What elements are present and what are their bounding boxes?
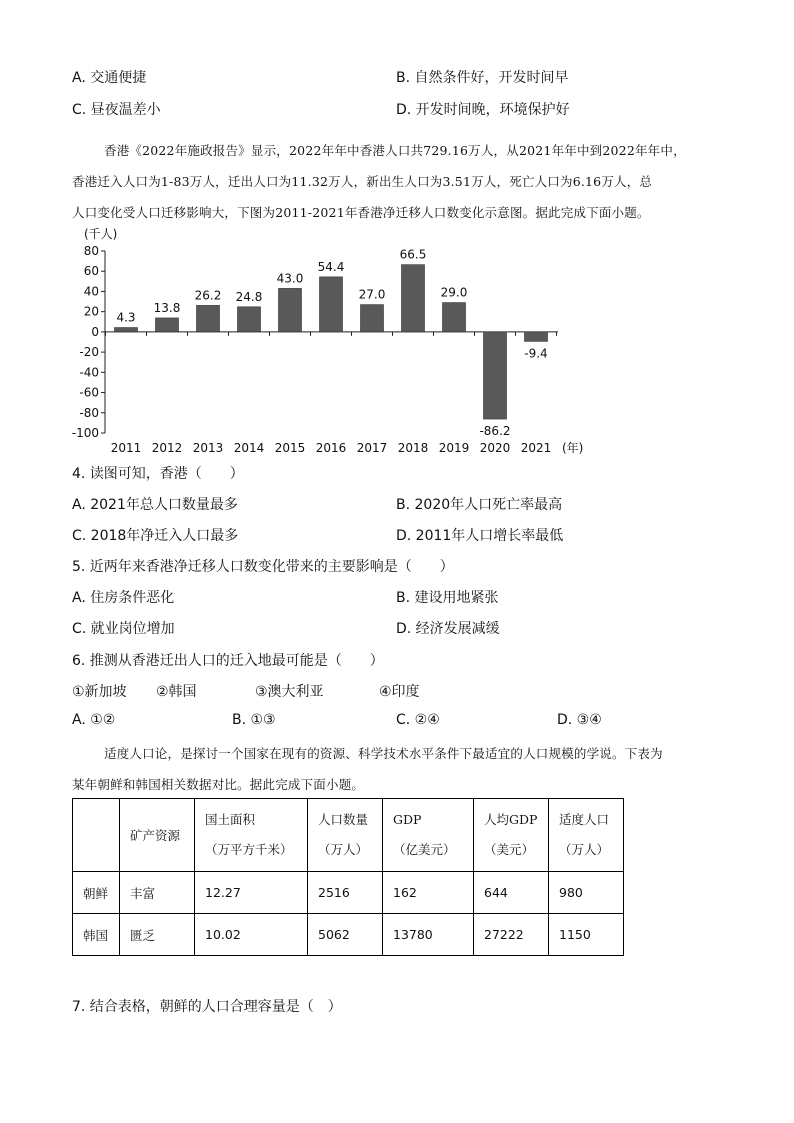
passage2-line-2: 某年朝鲜和韩国相关数据对比。据此完成下面小题。 bbox=[72, 777, 365, 792]
chart-x-tick-label: 2017 bbox=[356, 441, 388, 455]
chart-bar bbox=[238, 307, 261, 332]
chart-bar bbox=[320, 277, 343, 332]
q6-place-2: ②韩国 bbox=[156, 684, 197, 700]
table-cell-country: 朝鲜 bbox=[73, 872, 120, 914]
chart-x-tick-label: 2020 bbox=[479, 441, 511, 455]
chart-bar bbox=[279, 288, 302, 331]
table-row bbox=[73, 872, 624, 914]
q5-stem: 5. 近两年来香港净迁移人口数变化带来的主要影响是（ ） bbox=[72, 559, 454, 575]
table-cell-mineral: 匮乏 bbox=[120, 914, 195, 956]
chart-bar bbox=[115, 328, 138, 332]
header-gdp-per-capita-label: 人均GDP bbox=[484, 812, 538, 827]
q6-option-d: D. ③④ bbox=[557, 712, 602, 728]
table-header-mineral bbox=[120, 799, 195, 872]
chart-data-label: 43.0 bbox=[276, 271, 304, 286]
header-area-label: 国土面积 bbox=[205, 812, 256, 827]
q4-option-a: A. 2021年总人口数量最多 bbox=[72, 497, 238, 513]
q3-option-c: C. 昼夜温差小 bbox=[72, 102, 161, 118]
header-optimum-label: 适度人口 bbox=[559, 812, 610, 827]
table-cell-population: 2516 bbox=[308, 872, 383, 914]
table-header-gdp-per-capita bbox=[474, 799, 549, 872]
chart-x-axis-unit: (年) bbox=[562, 441, 584, 455]
q3-option-a: A. 交通便捷 bbox=[72, 70, 147, 86]
chart-y-tick-label: 80 bbox=[83, 244, 99, 258]
chart-x-tick-label: 2011 bbox=[110, 441, 142, 455]
chart-bar bbox=[484, 332, 507, 419]
q6-stem: 6. 推测从香港迁出人口的迁入地最可能是（ ） bbox=[72, 653, 384, 669]
header-population-unit: （万人） bbox=[318, 842, 369, 857]
passage1-line-3: 人口变化受人口迁移影响大，下图为2011-2021年香港净迁移人口数变化示意图。据此完成下面小题。 bbox=[72, 205, 650, 220]
korea-comparison-table bbox=[72, 798, 624, 956]
header-population-label: 人口数量 bbox=[318, 812, 369, 827]
table-cell-gdp-per-capita: 644 bbox=[474, 872, 549, 914]
table-row bbox=[73, 914, 624, 956]
table-cell-gdp: 162 bbox=[383, 872, 474, 914]
q7-stem: 7. 结合表格，朝鲜的人口合理容量是（ ） bbox=[72, 999, 342, 1015]
header-mineral-label: 矿产资源 bbox=[130, 828, 181, 843]
header-optimum-unit: （万人） bbox=[559, 842, 610, 857]
chart-bar bbox=[443, 303, 466, 332]
table-header-gdp bbox=[383, 799, 474, 872]
chart-y-tick-label: -40 bbox=[79, 365, 99, 380]
q6-option-b: B. ①③ bbox=[232, 712, 276, 728]
q5-option-c: C. 就业岗位增加 bbox=[72, 621, 175, 637]
q5-option-d: D. 经济发展减缓 bbox=[396, 621, 500, 637]
header-gdp-unit: （亿美元） bbox=[393, 842, 456, 857]
chart-y-tick-label: -20 bbox=[79, 345, 99, 360]
header-gdp-per-capita-unit: （美元） bbox=[484, 842, 535, 857]
chart-data-label: 29.0 bbox=[440, 285, 468, 300]
table-header-area bbox=[195, 799, 308, 872]
table-cell-population: 5062 bbox=[308, 914, 383, 956]
table-header-cell-blank bbox=[73, 799, 120, 872]
chart-y-tick-label: -100 bbox=[71, 426, 99, 440]
chart-data-label: -86.2 bbox=[479, 424, 511, 439]
chart-data-label: 54.4 bbox=[317, 259, 345, 274]
table-cell-optimum-population: 1150 bbox=[549, 914, 624, 956]
q6-place-4: ④印度 bbox=[379, 684, 420, 700]
chart-data-label: -9.4 bbox=[524, 346, 548, 361]
q4-stem: 4. 读图可知，香港（ ） bbox=[72, 466, 244, 482]
table-cell-area: 12.27 bbox=[195, 872, 308, 914]
table-header-population bbox=[308, 799, 383, 872]
q5-option-a: A. 住房条件恶化 bbox=[72, 590, 175, 606]
q4-option-b: B. 2020年人口死亡率最高 bbox=[396, 497, 563, 513]
q4-option-c: C. 2018年净迁入人口最多 bbox=[72, 528, 239, 544]
chart-x-tick-label: 2012 bbox=[151, 441, 183, 455]
table-cell-gdp-per-capita: 27222 bbox=[474, 914, 549, 956]
chart-data-label: 4.3 bbox=[116, 310, 136, 325]
q3-option-d: D. 开发时间晚，环境保护好 bbox=[396, 102, 570, 118]
chart-x-tick-label: 2021 bbox=[520, 441, 552, 455]
chart-y-tick-label: -80 bbox=[79, 405, 99, 420]
table-cell-area: 10.02 bbox=[195, 914, 308, 956]
passage2-line-1: 适度人口论，是探讨一个国家在现有的资源、科学技术水平条件下最适宜的人口规模的学说。下表为 bbox=[104, 746, 663, 761]
chart-bar bbox=[361, 305, 384, 332]
table-header-row bbox=[73, 799, 624, 872]
chart-x-tick-label: 2014 bbox=[233, 441, 265, 455]
chart-y-axis-unit: (千人) bbox=[84, 227, 118, 241]
chart-x-tick-label: 2013 bbox=[192, 441, 224, 455]
chart-y-tick-label: 0 bbox=[91, 324, 99, 339]
chart-y-tick-label: 60 bbox=[83, 264, 99, 279]
chart-data-label: 13.8 bbox=[153, 300, 181, 315]
table-cell-country: 韩国 bbox=[73, 914, 120, 956]
q6-option-c: C. ②④ bbox=[396, 712, 440, 728]
chart-x-tick-label: 2018 bbox=[397, 441, 429, 455]
passage1-line-1: 香港《2022年施政报告》显示，2022年年中香港人口共729.16万人，从2021年年中到2022年年中， bbox=[104, 143, 686, 158]
header-gdp-label: GDP bbox=[393, 812, 422, 827]
chart-bar bbox=[525, 332, 548, 342]
chart-data-label: 26.2 bbox=[194, 288, 222, 303]
q3-option-b: B. 自然条件好，开发时间早 bbox=[396, 70, 569, 86]
chart-y-tick-label: 40 bbox=[83, 284, 99, 299]
chart-data-label: 27.0 bbox=[358, 287, 386, 302]
chart-x-tick-label: 2015 bbox=[274, 441, 306, 455]
q6-place-3: ③澳大利亚 bbox=[255, 684, 324, 700]
chart-y-tick-label: 20 bbox=[83, 304, 99, 319]
chart-data-label: 66.5 bbox=[399, 247, 427, 262]
q4-option-d: D. 2011年人口增长率最低 bbox=[396, 528, 564, 544]
chart-y-tick-label: -60 bbox=[79, 385, 99, 400]
chart-bar bbox=[197, 305, 220, 331]
chart-x-tick-label: 2019 bbox=[438, 441, 470, 455]
chart-x-tick-label: 2016 bbox=[315, 441, 347, 455]
q6-place-1: ①新加坡 bbox=[72, 684, 127, 700]
chart-bar bbox=[402, 265, 425, 332]
chart-data-label: 24.8 bbox=[235, 289, 263, 304]
chart-bar bbox=[156, 318, 179, 332]
q6-option-a: A. ①② bbox=[72, 712, 116, 728]
table-cell-optimum-population: 980 bbox=[549, 872, 624, 914]
table-cell-gdp: 13780 bbox=[383, 914, 474, 956]
header-area-unit: （万平方千米） bbox=[205, 842, 293, 857]
q5-option-b: B. 建设用地紧张 bbox=[396, 590, 499, 606]
table-cell-mineral: 丰富 bbox=[120, 872, 195, 914]
passage1-line-2: 香港迁入人口为1-83万人，迁出人口为11.32万人，新出生人口为3.51万人，死亡人口为6.16万人，总 bbox=[72, 174, 653, 189]
net-migration-bar-chart bbox=[60, 222, 600, 460]
table-header-optimum-population bbox=[549, 799, 624, 872]
